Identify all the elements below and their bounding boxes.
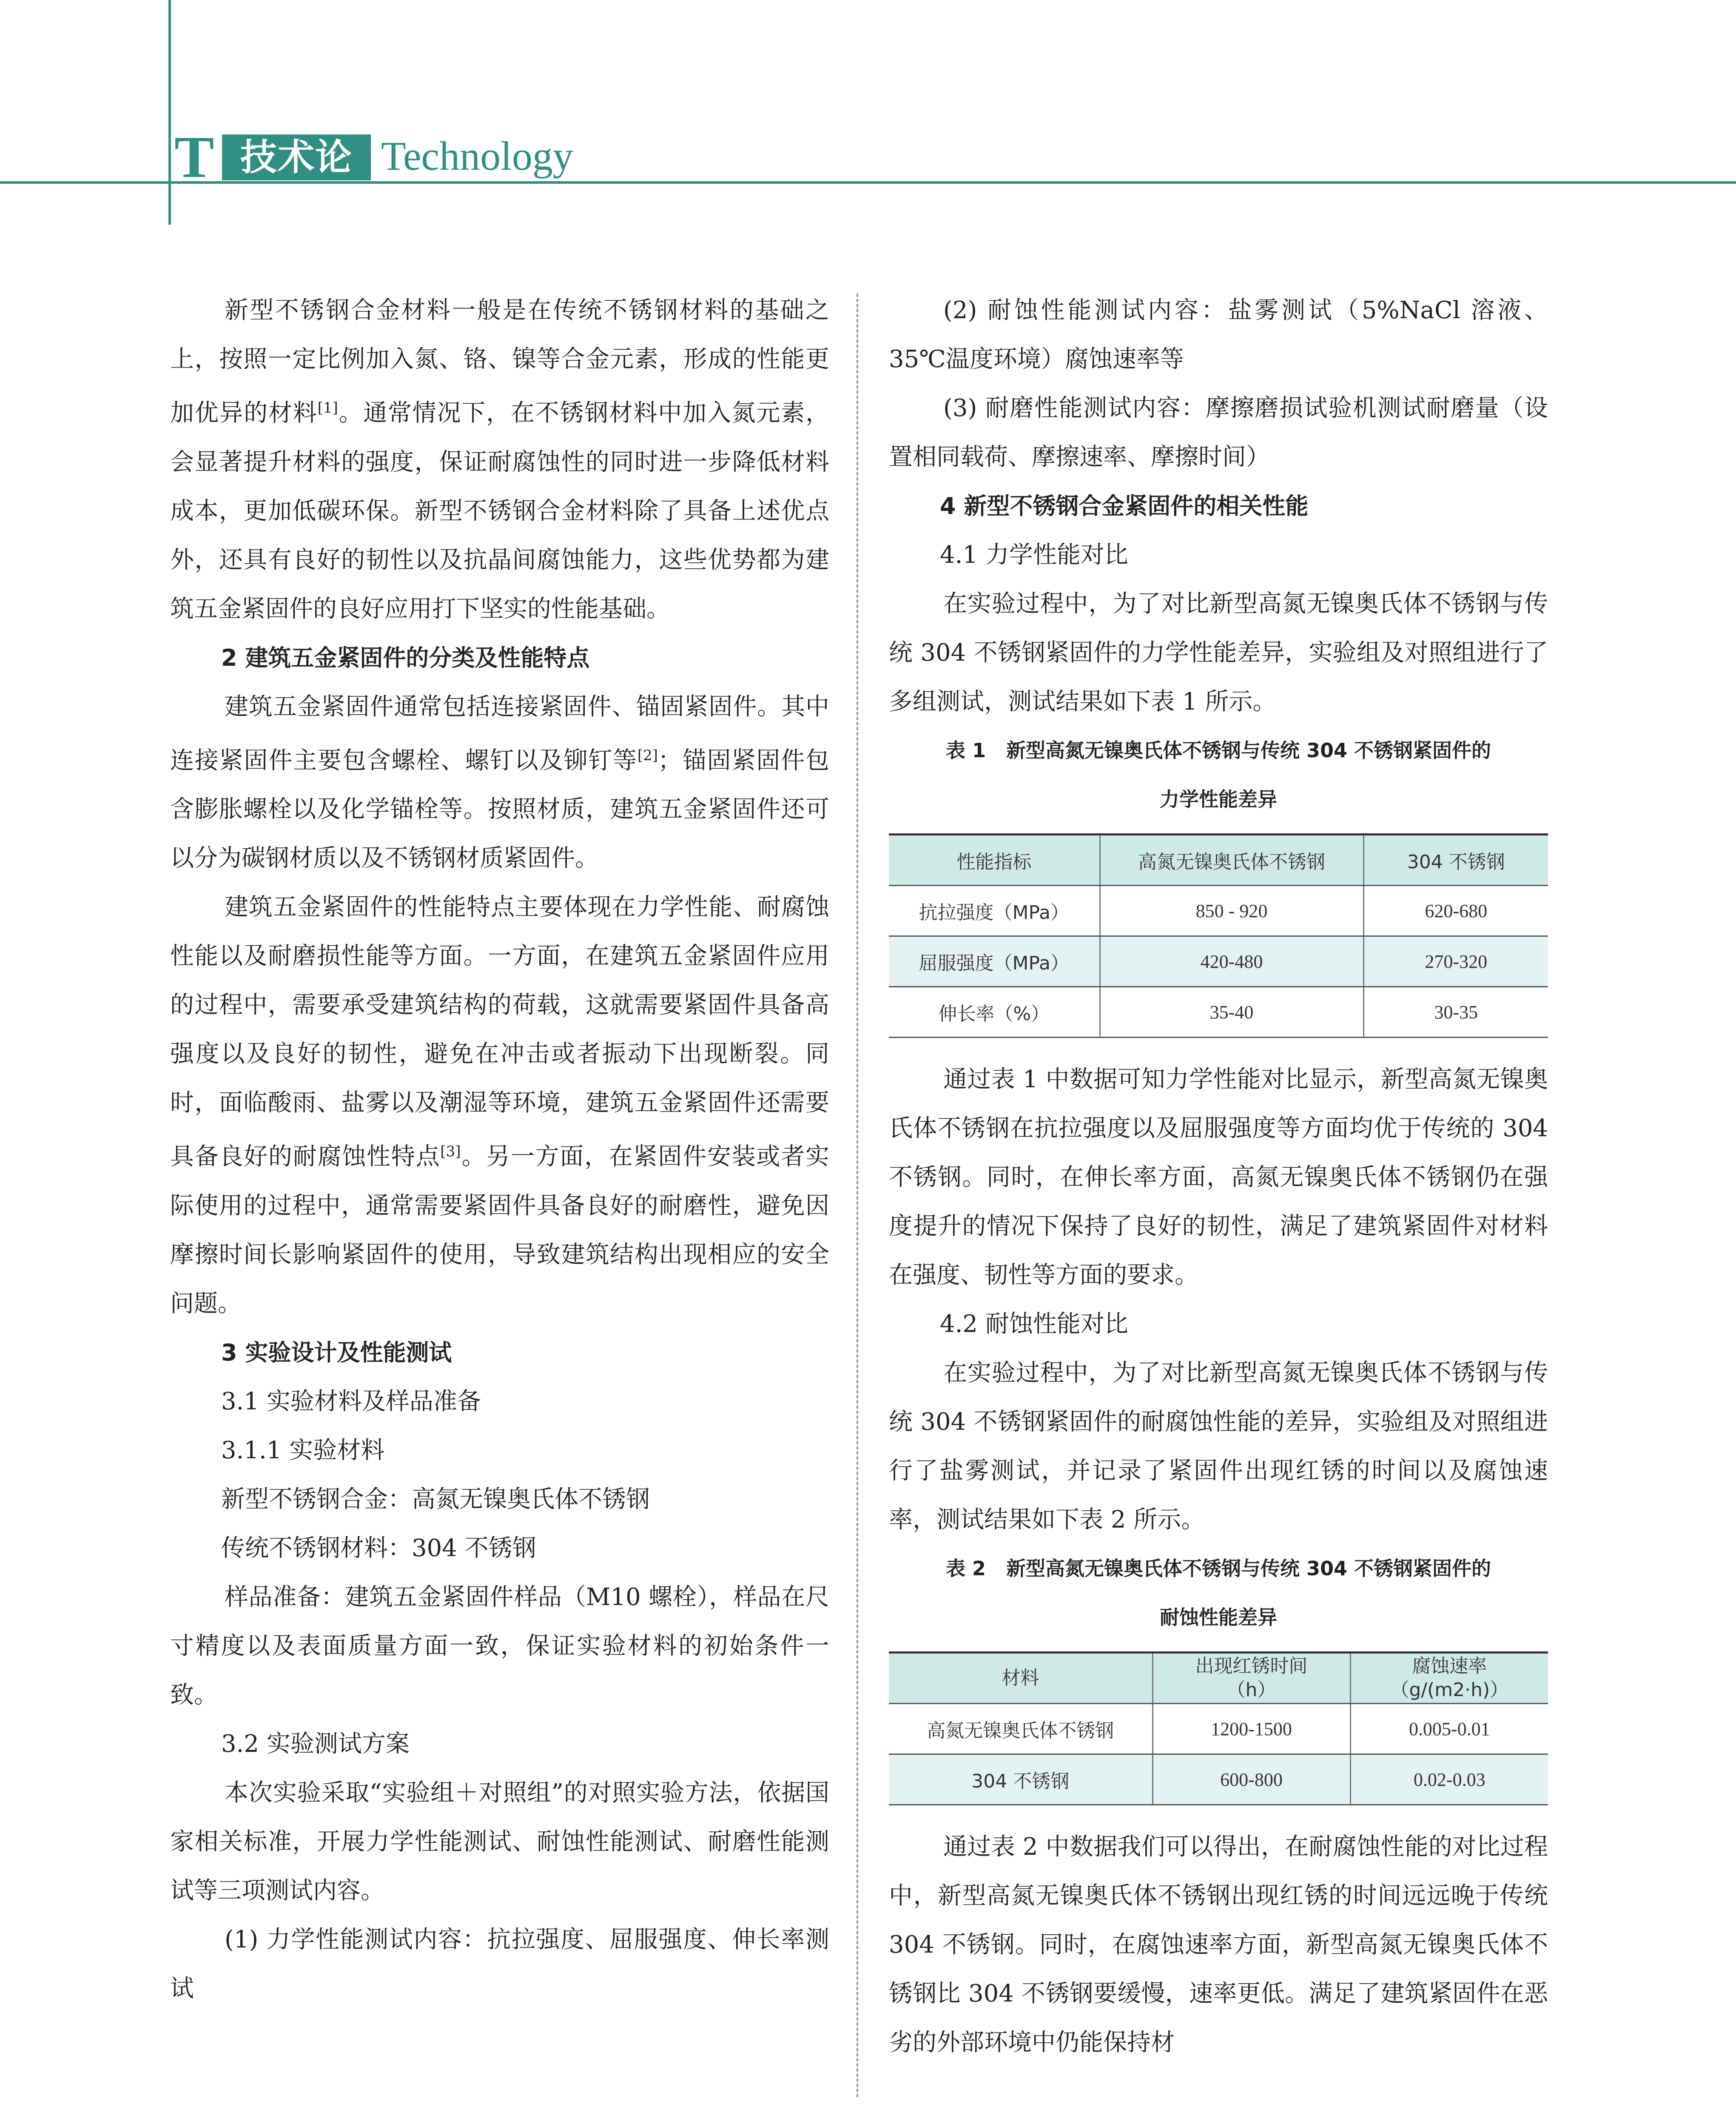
table-header-row <box>889 835 1548 886</box>
section-heading: 4 新型不锈钢合金紧固件的相关性能 <box>940 493 1309 519</box>
table-header-row <box>889 1653 1548 1704</box>
subsection-heading: 4.1 力学性能对比 <box>940 541 1128 569</box>
mechanical-properties-table <box>889 833 1548 1038</box>
material-line: 传统不锈钢材料：304 不锈钢 <box>221 1534 536 1562</box>
table-cell: 0.02-0.03 <box>1350 1754 1548 1805</box>
table-header-cell: 高氮无镍奥氏体不锈钢 <box>1100 835 1363 886</box>
citation-ref: [2] <box>637 747 658 764</box>
table-label: 表 2 <box>945 1557 986 1580</box>
table-cell: 高氮无镍奥氏体不锈钢 <box>889 1704 1153 1754</box>
section-heading: 3 实验设计及性能测试 <box>221 1339 452 1366</box>
table-caption-line2: 耐蚀性能差异 <box>1160 1606 1277 1629</box>
table-cell: 304 不锈钢 <box>889 1754 1153 1805</box>
table-cell: 270-320 <box>1363 936 1548 987</box>
table-cell: 600-800 <box>1153 1754 1350 1805</box>
citation-ref: [1] <box>317 399 338 416</box>
table-cell: 30-35 <box>1363 987 1548 1038</box>
section-title-english: Technology <box>381 133 573 179</box>
table-row <box>889 1704 1548 1754</box>
paragraph: (2) 耐蚀性能测试内容：盐雾测试（5%NaCl 溶液、35℃温度环境）腐蚀速率等 <box>889 297 1548 373</box>
right-column <box>889 286 1548 2067</box>
paragraph: 在实验过程中，为了对比新型高氮无镍奥氏体不锈钢与传统 304 不锈钢紧固件的力学性能差异，实验组及对照组进行了多组测试，测试结果如下表 1 所示。 <box>889 590 1548 716</box>
header-vertical-rule <box>168 0 171 225</box>
paragraph: (3) 耐磨性能测试内容：摩擦磨损试验机测试耐磨量（设置相同载荷、摩擦速率、摩擦时间） <box>889 394 1548 471</box>
paragraph: 样品准备：建筑五金紧固件样品（M10 螺栓），样品在尺寸精度以及表面质量方面一致，保证实验材料的初始条件一致。 <box>170 1583 829 1709</box>
table-cell: 35-40 <box>1100 987 1363 1038</box>
paragraph: 建筑五金紧固件通常包括连接紧固件、锚固紧固件。其中连接紧固件主要包含螺栓、螺钉以及铆钉等[2]；锚固紧固件包含膨胀螺栓以及化学锚栓等。按照材质，建筑五金紧固件还可以分为碳钢材质以及不锈钢材质紧固件。 <box>170 693 830 872</box>
table-cell: 1200-1500 <box>1153 1704 1350 1754</box>
table-cell: 420-480 <box>1100 936 1363 987</box>
table-header-cell: 材料 <box>889 1653 1153 1704</box>
section-letter-logo: T <box>174 124 214 190</box>
paragraph: 在实验过程中，为了对比新型高氮无镍奥氏体不锈钢与传统 304 不锈钢紧固件的耐腐蚀性能的差异，实验组及对照组进行了盐雾测试，并记录了紧固件出现红锈的时间以及腐蚀速率，测试结果如下表 2 所示。 <box>889 1359 1548 1534</box>
paragraph: 本次实验采取“实验组＋对照组”的对照实验方法，依据国家相关标准，开展力学性能测试、耐蚀性能测试、耐磨性能测试等三项测试内容。 <box>170 1779 829 1905</box>
header-horizontal-rule <box>0 181 1736 184</box>
citation-ref: [3] <box>440 1143 461 1160</box>
corrosion-properties-table <box>889 1651 1548 1805</box>
table-row <box>889 886 1548 936</box>
table-caption: 表 1 新型高氮无镍奥氏体不锈钢与传统 304 不锈钢紧固件的 <box>945 739 1491 762</box>
table-row <box>889 1754 1548 1805</box>
paragraph: (1) 力学性能测试内容：抗拉强度、屈服强度、伸长率测试 <box>170 1925 829 2002</box>
paragraph: 建筑五金紧固件的性能特点主要体现在力学性能、耐腐蚀性能以及耐磨损性能等方面。一方面，在建筑五金紧固件应用的过程中，需要承受建筑结构的荷载，这就需要紧固件具备高强度以及良好的韧性，避免在冲击或者振动下出现断裂。同时，面临酸雨、盐雾以及潮湿等环境，建筑五金紧固件还需要具备良好的耐腐蚀性特点[3]。另一方面，在紧固件安装或者实际使用的过程中，通常需要紧固件具备良好的耐磨性，避免因摩擦时间长影响紧固件的使用，导致建筑结构出现相应的安全问题。 <box>170 893 830 1317</box>
section-heading: 2 建筑五金紧固件的分类及性能特点 <box>221 644 590 671</box>
table-caption: 表 2 新型高氮无镍奥氏体不锈钢与传统 304 不锈钢紧固件的 <box>945 1557 1491 1580</box>
paragraph: 通过表 2 中数据我们可以得出，在耐腐蚀性能的对比过程中，新型高氮无镍奥氏体不锈钢出现红锈的时间远远晚于传统 304 不锈钢。同时，在腐蚀速率方面，新型高氮无镍奥氏体不锈钢比 304 不锈钢要缓慢，速率更低。满足了建筑紧固件在恶劣的外部环境中仍能保持材 <box>889 1833 1548 2056</box>
table-header-cell: 304 不锈钢 <box>1363 835 1548 886</box>
section-badge: 技术论坛 <box>222 134 371 180</box>
material-line: 新型不锈钢合金：高氮无镍奥氏体不锈钢 <box>221 1485 650 1513</box>
table-cell: 屈服强度（MPa） <box>889 936 1100 987</box>
table-header-cell: 性能指标 <box>889 835 1100 886</box>
table-row <box>889 987 1548 1038</box>
table-cell: 620-680 <box>1363 886 1548 936</box>
table-cell: 850 - 920 <box>1100 886 1363 936</box>
table-header-cell: 腐蚀速率 （g/(m2·h)） <box>1350 1653 1548 1704</box>
table-caption-line2: 力学性能差异 <box>1160 788 1277 811</box>
table-header-cell: 出现红锈时间 （h） <box>1153 1653 1350 1704</box>
subsection-heading: 3.1.1 实验材料 <box>221 1436 385 1464</box>
subsection-heading: 4.2 耐蚀性能对比 <box>940 1310 1128 1338</box>
left-column <box>170 286 829 2013</box>
table-row <box>889 936 1548 987</box>
table-label: 表 1 <box>945 739 986 762</box>
table-cell: 0.005-0.01 <box>1350 1704 1548 1754</box>
subsection-heading: 3.1 实验材料及样品准备 <box>221 1387 481 1415</box>
table-cell: 抗拉强度（MPa） <box>889 886 1100 936</box>
table-cell: 伸长率（%） <box>889 987 1100 1038</box>
subsection-heading: 3.2 实验测试方案 <box>221 1730 410 1758</box>
column-divider <box>857 294 858 2097</box>
paragraph: 通过表 1 中数据可知力学性能对比显示，新型高氮无镍奥氏体不锈钢在抗拉强度以及屈服强度等方面均优于传统的 304 不锈钢。同时，在伸长率方面，高氮无镍奥氏体不锈钢仍在强度提升的情况下保持了良好的韧性，满足了建筑紧固件对材料在强度、韧性等方面的要求。 <box>889 1066 1548 1289</box>
paragraph: 新型不锈钢合金材料一般是在传统不锈钢材料的基础之上，按照一定比例加入氮、铬、镍等合金元素，形成的性能更加优异的材料[1]。通常情况下，在不锈钢材料中加入氮元素，会显著提升材料的强度，保证耐腐蚀性的同时进一步降低材料成本，更加低碳环保。新型不锈钢合金材料除了具备上述优点外，还具有良好的韧性以及抗晶间腐蚀能力，这些优势都为建筑五金紧固件的良好应用打下坚实的性能基础。 <box>170 297 830 623</box>
